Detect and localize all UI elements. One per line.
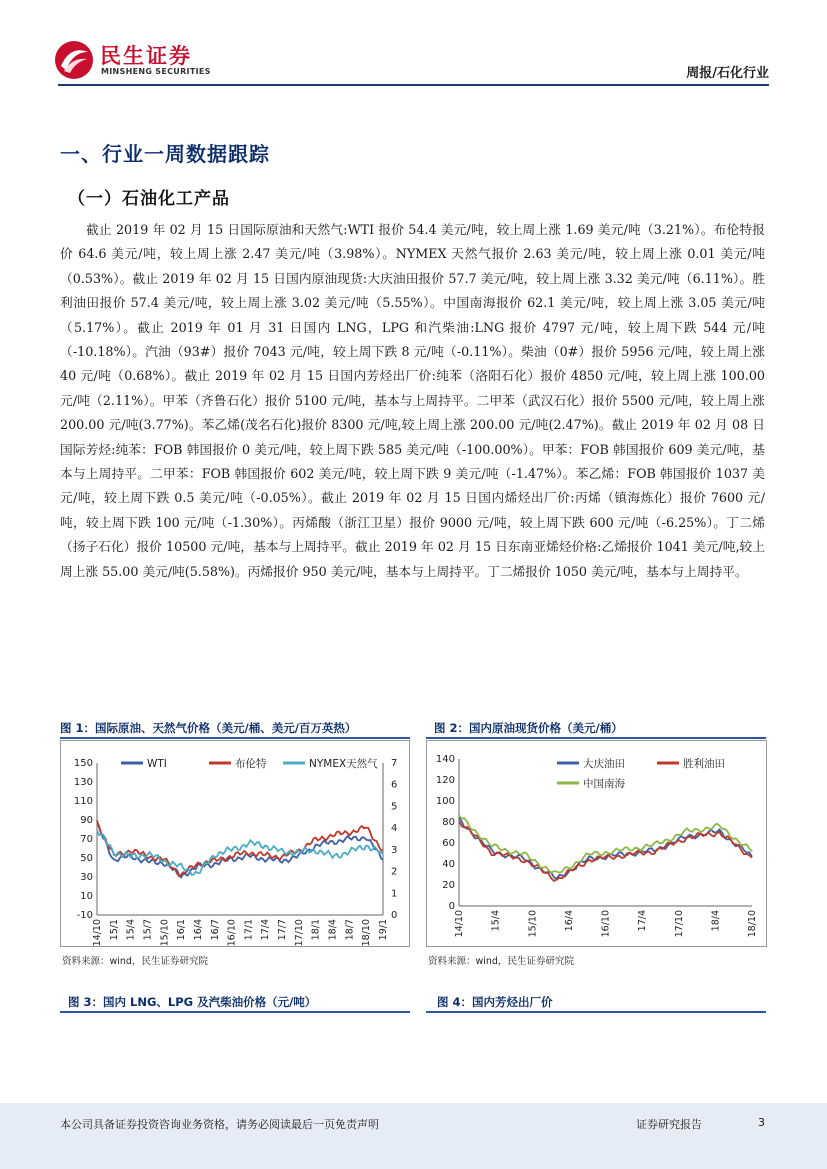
y2-tick-label: 1	[391, 888, 398, 900]
subsection-title: （一）石油化工产品	[68, 189, 230, 209]
x-tick-label: 18/7	[344, 919, 356, 941]
x-tick-label: 18/10	[361, 919, 373, 946]
figure-1-title: 图 1：国际原油、天然气价格（美元/桶、美元/百万英热）	[60, 721, 357, 735]
x-tick-label: 15/4	[125, 919, 137, 941]
y2-tick-label: 6	[391, 779, 398, 791]
footer-disclaimer: 本公司具备证券投资咨询业务资格，请务必阅读最后一页免责声明	[60, 1118, 379, 1131]
series-line-3	[97, 830, 383, 874]
y-tick-label: 90	[80, 815, 93, 826]
legend-label-2: 胜利油田	[683, 758, 725, 770]
y-tick-label: 70	[80, 834, 93, 845]
y-tick-label: 140	[435, 754, 455, 765]
y-tick-label: 10	[80, 891, 93, 902]
x-tick-label: 16/4	[192, 919, 204, 941]
y-tick-label: 40	[442, 859, 455, 870]
legend-label-1: WTI	[147, 758, 167, 770]
legend-label-3: NYMEX天然气	[309, 758, 378, 770]
y2-tick-label: 4	[391, 823, 398, 835]
x-tick-label: 17/1	[243, 919, 255, 941]
figure-1-chart-frame	[60, 740, 410, 947]
y2-tick-label: 2	[391, 866, 398, 878]
y2-tick-label: 5	[391, 801, 398, 813]
brand-logo-icon	[54, 40, 94, 80]
y-tick-label: 110	[73, 796, 93, 807]
section-title: 一、行业一周数据跟踪	[60, 142, 270, 166]
y-tick-label: 50	[80, 853, 93, 864]
figure-2-title: 图 2：国内原油现货价格（美元/桶）	[434, 721, 623, 735]
brand-name-en: MINSHENG SECURITIES	[101, 67, 211, 76]
legend-label-2: 布伦特	[235, 758, 267, 770]
y-tick-label: 100	[435, 796, 455, 807]
series-line-1	[459, 817, 752, 879]
y-tick-label: -10	[76, 910, 93, 921]
y-tick-label: 30	[80, 872, 93, 883]
x-tick-label: 14/10	[454, 910, 465, 938]
figure-3-title: 图 3：国内 LNG、LPG 及汽柴油价格（元/吨）	[68, 995, 317, 1009]
figure-1-chart	[61, 741, 409, 946]
figure-1-source: 资料来源：wind，民生证券研究院	[62, 956, 208, 967]
x-tick-label: 17/10	[293, 919, 305, 946]
body-paragraph: 截止 2019 年 02 月 15 日国际原油和天然气:WTI 报价 54.4 美元/吨，较上周上涨 1.69 美元/吨（3.21%）。布伦特报价 64.6 美元/吨，较上周上涨 2.47 美元/吨（3.98%）。NYMEX 天然气报价 2.63 美元/吨，较上周上涨 0.01 美元/吨（0.53%）。截止 2019 年 02 月 15 日国内原油现货:大庆油田报价 57.7 美元/吨，较上周上涨 3.32 美元/吨（6.11%）。胜利油田报价 57.4 美元/吨，较上周上涨 3.02 美元/吨（5.55%）。中国南海报价 62.1 美元/吨，较上周上涨 3.05 美元/吨（5.17%）。截止 2019 年 01 月 31 日国内 LNG，LPG 和汽柴油:LNG 报价 4797 元/吨，较上周下跌 544 元/吨（-10.18%）。汽油（93#）报价 7043 元/吨，较上周下跌 8 元/吨（-0.11%）。柴油（0#）报价 5956 元/吨，较上周上涨 40 元/吨（0.68%）。截止 2019 年 02 月 15 日国内芳烃出厂价:纯苯（洛阳石化）报价 4850 元/吨，较上周上涨 100.00 元/吨（2.11%）。甲苯（齐鲁石化）报价 5100 元/吨，基本与上周持平。二甲苯（武汉石化）报价 5500 元/吨，较上周上涨 200.00 元/吨(3.77%)。苯乙烯(茂名石化)报价 8300 元/吨,较上周上涨 200.00 元/吨(2.47%)。截止 2019 年 02 月 08 日国际芳烃:纯苯：FOB 韩国报价 0 美元/吨，较上周下跌 585 美元/吨（-100.00%）。甲苯：FOB 韩国报价 609 美元/吨，基本与上周持平。二甲苯：FOB 韩国报价 602 美元/吨，较上周下跌 9 美元/吨（-1.47%）。苯乙烯：FOB 韩国报价 1037 美元/吨，较上周下跌 0.5 美元/吨（-0.05%）。截止 2019 年 02 月 15 日国内烯烃出厂价:丙烯（镇海炼化）报价 7600 元/吨，较上周下跌 100 元/吨（-1.30%）。丙烯酸（浙江卫星）报价 9000 元/吨，较上周下跌 600 元/吨（-6.25%）。丁二烯（扬子石化）报价 10500 元/吨，基本与上周持平。截止 2019 年 02 月 15 日东南亚烯烃价格:乙烯报价 1041 美元/吨,较上周上涨 55.00 美元/吨(5.58%)。丙烯报价 950 美元/吨，基本与上周持平。丁二烯报价 1050 美元/吨，基本与上周持平。	[60, 222, 765, 579]
x-tick-label: 17/4	[260, 919, 272, 941]
x-tick-label: 18/10	[747, 910, 758, 938]
figure-3-rule	[60, 1011, 410, 1013]
x-tick-label: 17/10	[673, 910, 685, 938]
legend-label-3: 中国南海	[583, 778, 625, 790]
x-tick-label: 15/4	[490, 910, 502, 932]
series-line-3	[459, 816, 752, 873]
x-tick-label: 19/1	[378, 919, 389, 941]
x-tick-label: 15/10	[159, 919, 171, 946]
x-tick-label: 16/1	[176, 919, 188, 941]
report-type: 周报/石化行业	[686, 66, 769, 81]
x-tick-label: 16/10	[600, 910, 612, 938]
figure-4-title: 图 4：国内芳烃出厂价	[437, 995, 553, 1009]
footer-bar	[0, 1103, 827, 1169]
y-tick-label: 120	[435, 775, 455, 786]
y-tick-label: 80	[442, 817, 455, 828]
figure-4-rule	[426, 1011, 766, 1013]
x-tick-label: 16/10	[226, 919, 238, 946]
x-tick-label: 18/4	[327, 919, 339, 941]
y2-tick-label: 3	[391, 844, 398, 856]
figure-2-rule	[426, 737, 766, 739]
x-tick-label: 15/10	[527, 910, 539, 938]
y-tick-label: 130	[73, 777, 93, 788]
x-tick-label: 15/7	[142, 919, 154, 941]
series-line-2	[459, 821, 752, 881]
brand-name-cn: 民生证券	[100, 44, 192, 68]
x-tick-label: 18/1	[310, 919, 322, 941]
x-tick-label: 17/4	[637, 910, 649, 932]
header-divider	[58, 84, 769, 86]
x-tick-label: 16/4	[563, 910, 575, 932]
page-number: 3	[758, 1116, 765, 1129]
x-tick-label: 17/7	[277, 919, 289, 941]
y-tick-label: 20	[442, 880, 455, 891]
x-tick-label: 18/4	[710, 910, 722, 932]
legend-label-1: 大庆油田	[583, 758, 625, 770]
y2-tick-label: 0	[391, 910, 398, 921]
y-tick-label: 150	[73, 758, 93, 769]
figure-2-source: 资料来源：wind，民生证券研究院	[428, 956, 574, 967]
x-tick-label: 15/1	[108, 919, 120, 941]
figure-2-chart	[427, 741, 766, 946]
x-tick-label: 16/7	[209, 919, 221, 941]
y2-tick-label: 7	[391, 758, 398, 769]
figure-1-rule	[60, 737, 410, 739]
figure-2-chart-frame	[426, 740, 767, 947]
x-tick-label: 14/10	[92, 919, 103, 946]
y-tick-label: 0	[448, 901, 455, 912]
footer-report-label: 证券研究报告	[636, 1118, 702, 1131]
y-tick-label: 60	[442, 838, 455, 849]
